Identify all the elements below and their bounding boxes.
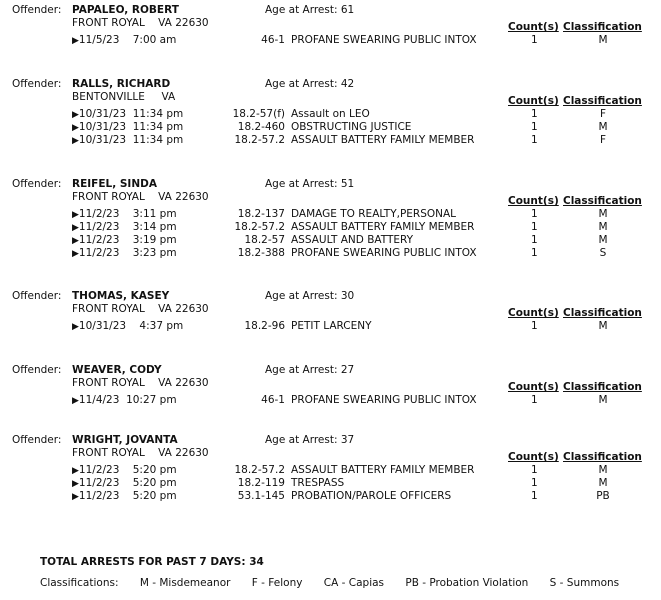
offender-address: BENTONVILLE VA [72, 91, 176, 103]
charge-description: ASSAULT AND BATTERY [291, 234, 414, 246]
age-value: 30 [340, 290, 355, 302]
age-label: Age at Arrest: [265, 178, 341, 190]
charge-description: PROFANE SWEARING PUBLIC INTOX [291, 34, 477, 46]
offender-label: Offender: [12, 290, 62, 302]
classification-header: Classification [563, 21, 642, 33]
charge-classification: M [598, 320, 608, 332]
count-header: Count(s) [508, 307, 559, 319]
charge-code: 18.2-57(f) [232, 108, 285, 120]
charge-date: 11/2/23 3:11 pm [78, 208, 177, 220]
charge-description: DAMAGE TO REALTY,PERSONAL [291, 208, 457, 220]
triangle-right-icon: ▶ [72, 123, 79, 133]
triangle-right-icon: ▶ [72, 492, 79, 502]
age-label: Age at Arrest: [265, 78, 341, 90]
charge-classification: PB [596, 490, 610, 502]
charge-count: 1 [531, 477, 538, 489]
charge-count: 1 [531, 221, 538, 233]
offender-address: FRONT ROYAL VA 22630 [72, 191, 209, 203]
charge-date: 10/31/23 11:34 pm [78, 134, 184, 146]
age-at-arrest [265, 434, 354, 447]
age-value: 37 [340, 434, 355, 446]
charge-code: 18.2-57.2 [234, 221, 285, 233]
triangle-right-icon: ▶ [72, 249, 79, 259]
charge-classification: M [598, 221, 608, 233]
charge-count: 1 [531, 34, 538, 46]
triangle-right-icon: ▶ [72, 236, 79, 246]
offender-label: Offender: [12, 4, 62, 16]
classification-header: Classification [563, 307, 642, 319]
charge-count: 1 [531, 234, 538, 246]
charge-date: 11/4/23 10:27 pm [78, 394, 177, 406]
charge-datetime [72, 477, 177, 491]
age-at-arrest [265, 78, 354, 91]
age-label: Age at Arrest: [265, 290, 341, 302]
charge-count: 1 [531, 464, 538, 476]
charge-datetime [72, 108, 183, 122]
charge-description: PROBATION/PAROLE OFFICERS [291, 490, 452, 502]
charge-datetime [72, 464, 177, 478]
legend-item-felony: F - Felony [251, 577, 303, 589]
charge-datetime [72, 490, 177, 504]
classification-header: Classification [563, 195, 642, 207]
classification-header: Classification [563, 95, 642, 107]
charge-classification: S [599, 247, 607, 259]
charge-datetime [72, 394, 177, 408]
charge-date: 10/31/23 11:34 pm [78, 108, 184, 120]
classification-header: Classification [563, 451, 642, 463]
offender-label: Offender: [12, 78, 62, 90]
count-header: Count(s) [508, 95, 559, 107]
age-value: 51 [340, 178, 355, 190]
charge-description: ASSAULT BATTERY FAMILY MEMBER [291, 221, 475, 233]
charge-code: 46-1 [261, 394, 285, 406]
charge-datetime [72, 134, 183, 148]
charge-datetime [72, 208, 177, 222]
charge-description: OBSTRUCTING JUSTICE [291, 121, 412, 133]
triangle-right-icon: ▶ [72, 210, 79, 220]
age-label: Age at Arrest: [265, 364, 341, 376]
age-label: Age at Arrest: [265, 4, 341, 16]
charge-count: 1 [531, 320, 538, 332]
legend-item-capias: CA - Capias [323, 577, 385, 589]
total-arrests: TOTAL ARRESTS FOR PAST 7 DAYS: 34 [40, 556, 264, 568]
charge-code: 46-1 [261, 34, 285, 46]
charge-code: 18.2-119 [237, 477, 285, 489]
charge-date: 11/5/23 7:00 am [78, 34, 177, 46]
age-label: Age at Arrest: [265, 434, 341, 446]
offender-address: FRONT ROYAL VA 22630 [72, 447, 209, 459]
triangle-right-icon: ▶ [72, 322, 79, 332]
age-at-arrest [265, 290, 354, 303]
age-at-arrest [265, 364, 354, 377]
age-at-arrest [265, 4, 354, 17]
count-header: Count(s) [508, 381, 559, 393]
charge-classification: F [599, 134, 607, 146]
charge-classification: M [598, 464, 608, 476]
charge-date: 10/31/23 11:34 pm [78, 121, 184, 133]
offender-name: WEAVER, CODY [72, 364, 162, 376]
charge-code: 18.2-388 [237, 247, 285, 259]
legend-prefix: Classifications: [40, 577, 119, 589]
charge-code: 18.2-137 [237, 208, 285, 220]
charge-description: TRESPASS [291, 477, 345, 489]
count-header: Count(s) [508, 195, 559, 207]
triangle-right-icon: ▶ [72, 110, 79, 120]
triangle-right-icon: ▶ [72, 479, 79, 489]
triangle-right-icon: ▶ [72, 396, 79, 406]
triangle-right-icon: ▶ [72, 466, 79, 476]
classification-legend [40, 577, 637, 590]
offender-address: FRONT ROYAL VA 22630 [72, 303, 209, 315]
charge-count: 1 [531, 247, 538, 259]
charge-datetime [72, 121, 183, 135]
age-value: 27 [340, 364, 355, 376]
charge-code: 18.2-57 [244, 234, 285, 246]
charge-date: 11/2/23 3:23 pm [78, 247, 177, 259]
classification-header: Classification [563, 381, 642, 393]
charge-classification: M [598, 121, 608, 133]
charge-count: 1 [531, 490, 538, 502]
charge-date: 11/2/23 3:14 pm [78, 221, 177, 233]
charge-classification: M [598, 234, 608, 246]
offender-label: Offender: [12, 434, 62, 446]
age-at-arrest [265, 178, 354, 191]
legend-item-probation: PB - Probation Violation [405, 577, 529, 589]
charge-description: PROFANE SWEARING PUBLIC INTOX [291, 394, 477, 406]
age-value: 61 [340, 4, 355, 16]
charge-datetime [72, 247, 177, 261]
charge-count: 1 [531, 134, 538, 146]
charge-date: 11/2/23 5:20 pm [78, 477, 177, 489]
charge-description: ASSAULT BATTERY FAMILY MEMBER [291, 134, 475, 146]
offender-address: FRONT ROYAL VA 22630 [72, 17, 209, 29]
legend-item-misdemeanor: M - Misdemeanor [139, 577, 231, 589]
offender-label: Offender: [12, 364, 62, 376]
charge-classification: M [598, 34, 608, 46]
charge-code: 18.2-57.2 [234, 134, 285, 146]
offender-label: Offender: [12, 178, 62, 190]
charge-count: 1 [531, 394, 538, 406]
offender-name: RALLS, RICHARD [72, 78, 171, 90]
charge-code: 18.2-57.2 [234, 464, 285, 476]
triangle-right-icon: ▶ [72, 36, 79, 46]
charge-classification: M [598, 477, 608, 489]
charge-date: 11/2/23 3:19 pm [78, 234, 177, 246]
charge-count: 1 [531, 121, 538, 133]
age-value: 42 [340, 78, 355, 90]
charge-code: 18.2-460 [237, 121, 285, 133]
charge-count: 1 [531, 208, 538, 220]
offender-name: THOMAS, KASEY [72, 290, 170, 302]
charge-classification: F [599, 108, 607, 120]
count-header: Count(s) [508, 21, 559, 33]
charge-datetime [72, 34, 176, 48]
charge-description: PETIT LARCENY [291, 320, 372, 332]
offender-name: WRIGHT, JOVANTA [72, 434, 178, 446]
charge-code: 18.2-96 [244, 320, 285, 332]
charge-datetime [72, 221, 177, 235]
charge-count: 1 [531, 108, 538, 120]
charge-datetime [72, 234, 177, 248]
charge-description: ASSAULT BATTERY FAMILY MEMBER [291, 464, 475, 476]
triangle-right-icon: ▶ [72, 136, 79, 146]
charge-date: 11/2/23 5:20 pm [78, 464, 177, 476]
offender-name: PAPALEO, ROBERT [72, 4, 179, 16]
triangle-right-icon: ▶ [72, 223, 79, 233]
charge-classification: M [598, 208, 608, 220]
offender-address: FRONT ROYAL VA 22630 [72, 377, 209, 389]
charge-datetime [72, 320, 183, 334]
offender-name: REIFEL, SINDA [72, 178, 157, 190]
charge-date: 11/2/23 5:20 pm [78, 490, 177, 502]
charge-description: Assault on LEO [291, 108, 370, 120]
charge-description: PROFANE SWEARING PUBLIC INTOX [291, 247, 477, 259]
charge-classification: M [598, 394, 608, 406]
charge-date: 10/31/23 4:37 pm [78, 320, 184, 332]
count-header: Count(s) [508, 451, 559, 463]
charge-code: 53.1-145 [237, 490, 285, 502]
legend-item-summons: S - Summons [549, 577, 620, 589]
